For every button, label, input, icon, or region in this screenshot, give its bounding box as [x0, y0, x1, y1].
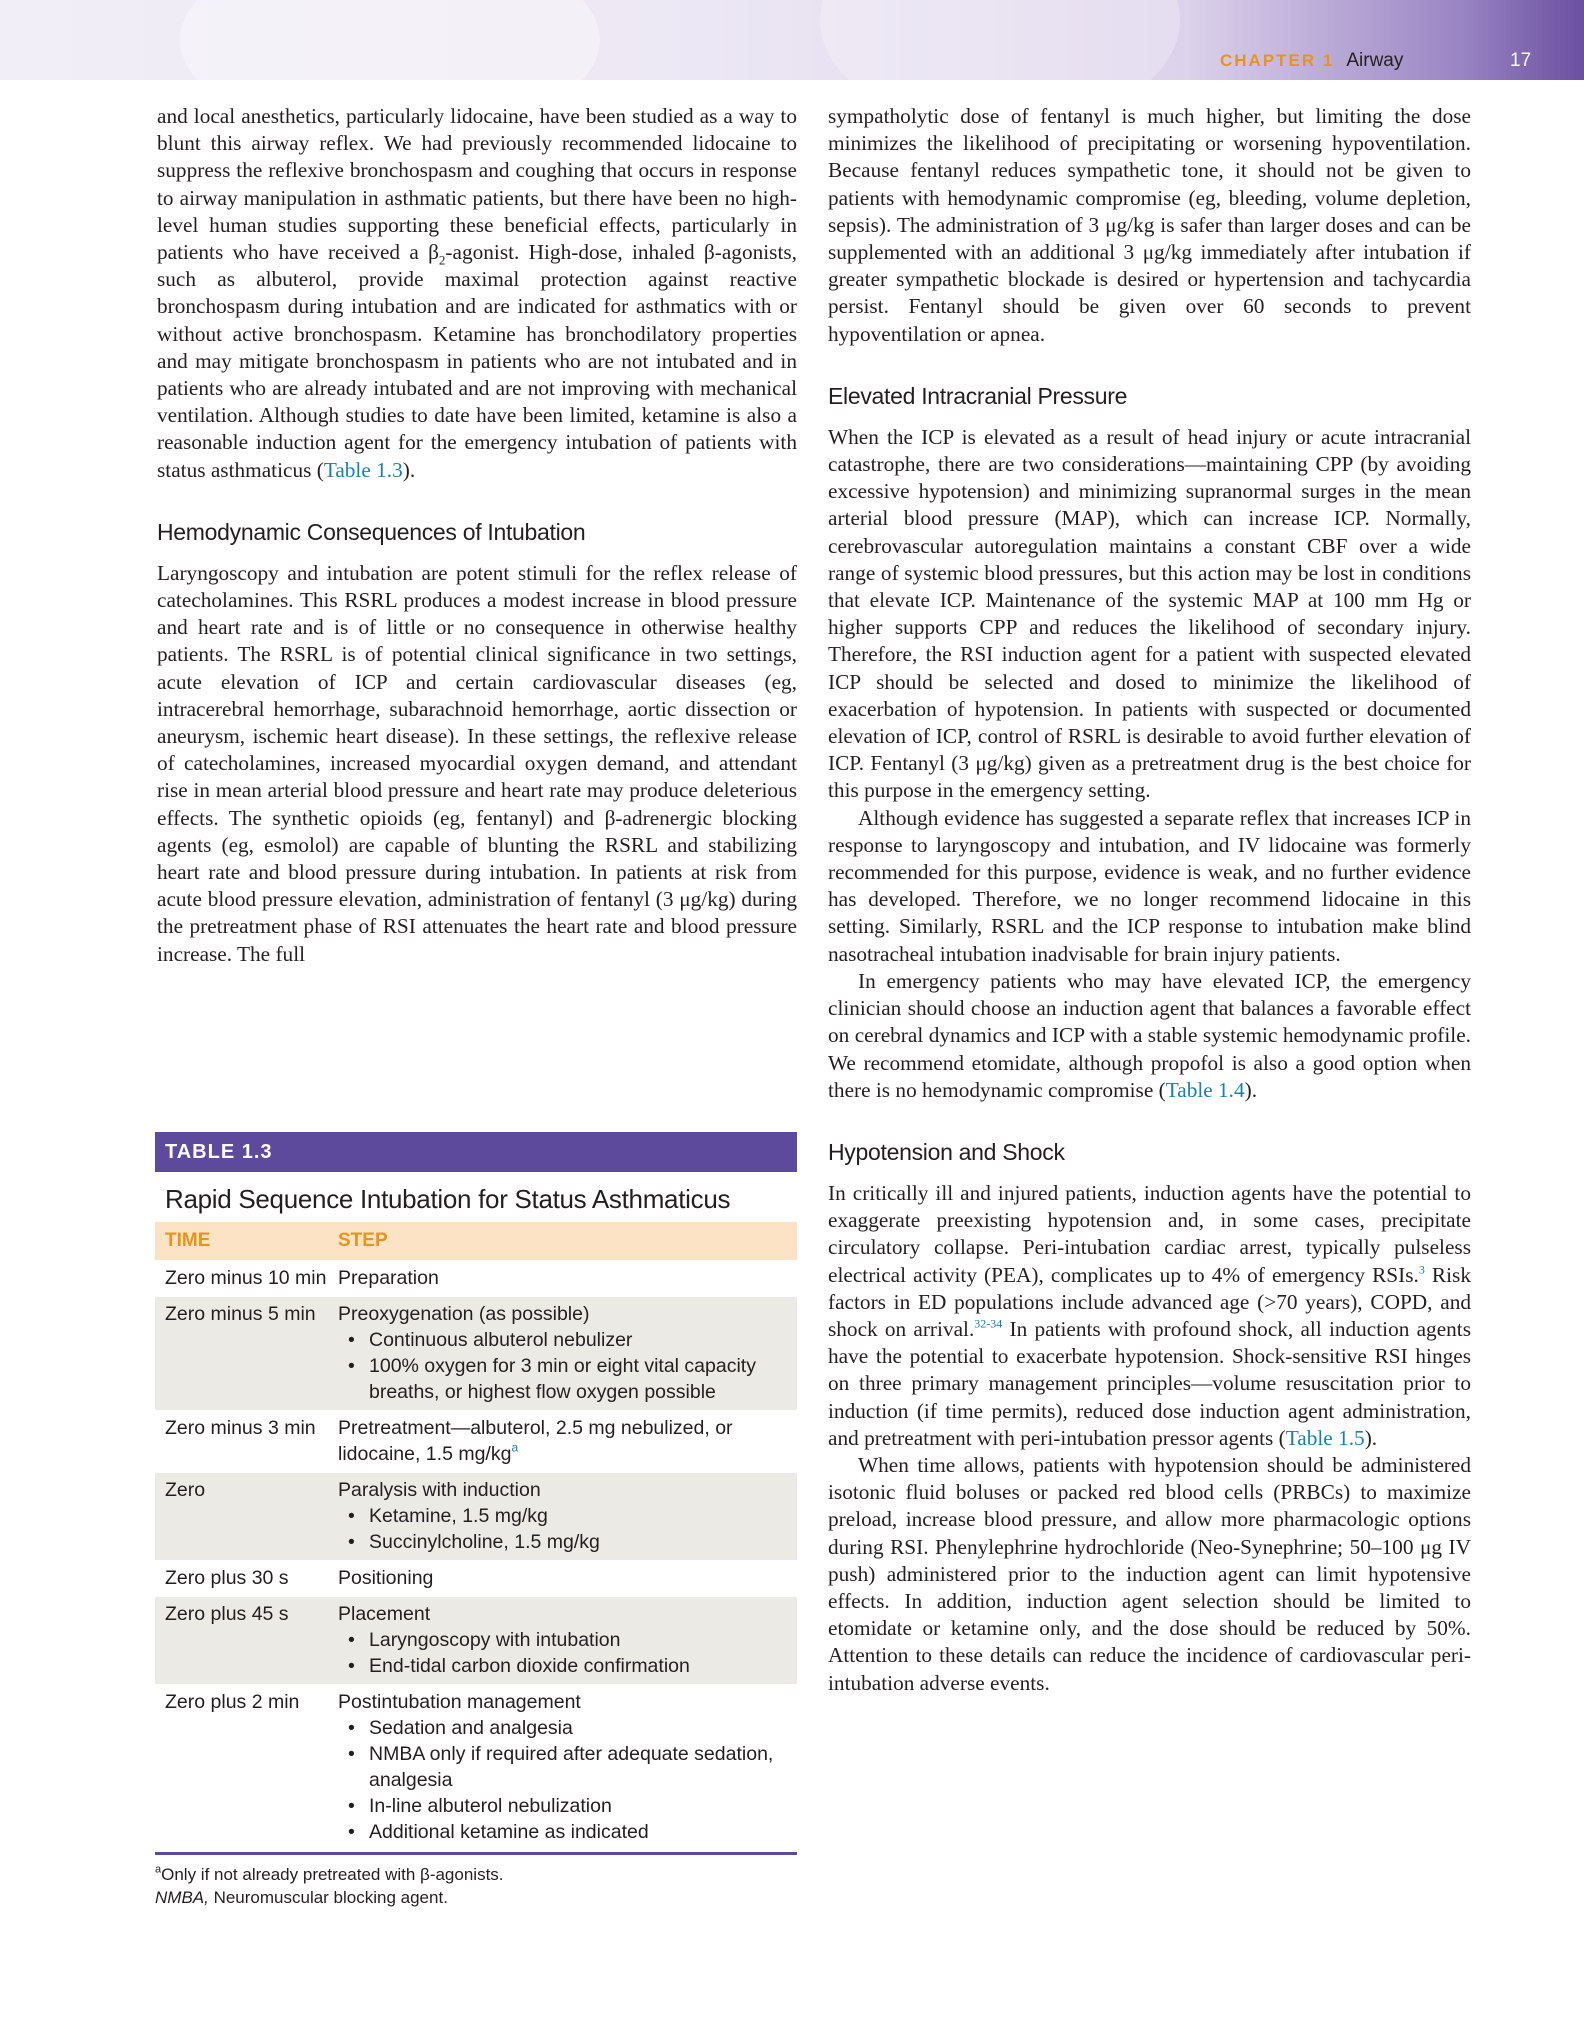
step-bullet: • Succinylcholine, 1.5 mg/kg [338, 1529, 797, 1555]
table-footnotes [155, 1855, 797, 1909]
step-bullet: • Sedation and analgesia [338, 1715, 797, 1741]
step-bullet: • In-line albuterol nebulization [338, 1793, 797, 1819]
step-bullet: • Ketamine, 1.5 mg/kg [338, 1503, 797, 1529]
time-cell: Zero plus 2 min [165, 1691, 300, 1713]
step-bullet: • 100% oxygen for 3 min or eight vital capacity breaths, or highest flow oxygen possible [338, 1353, 797, 1405]
page-number: 17 [1510, 50, 1532, 71]
step-bullet: • Additional ketamine as indicated [338, 1819, 797, 1845]
step-text: Positioning [338, 1567, 434, 1589]
step-bullet: • NMBA only if required after adequate sedation, analgesia [338, 1741, 797, 1793]
step-cell [338, 1689, 797, 1845]
column-header-step: STEP [338, 1230, 388, 1251]
step-text: Placement [338, 1603, 431, 1625]
time-cell: Zero plus 30 s [165, 1567, 289, 1589]
table-link[interactable]: Table 1.5 [1285, 1425, 1365, 1450]
table-row [155, 1596, 797, 1684]
right-column [828, 103, 1471, 1697]
table-title: Rapid Sequence Intubation for Status Asthmaticus [165, 1184, 731, 1214]
paragraph: Although evidence has suggested a separate reflex that increases ICP in response to laryngoscopy and intubation, and IV lidocaine was formerly recommended for this purpose, evidence is weak, and no further evidence has developed. Therefore, we no longer recommend lidocaine in this setting. Similarly, RSRL and the ICP response to intubation make blind nasotracheal intubation inadvisable for brain injury patients. [828, 805, 1471, 966]
table-row [155, 1410, 797, 1472]
table-row [155, 1472, 797, 1560]
step-text: Paralysis with induction [338, 1479, 541, 1501]
table-label: TABLE 1.3 [155, 1132, 797, 1172]
step-cell [338, 1415, 797, 1467]
running-head [1220, 50, 1530, 78]
table-row [155, 1684, 797, 1850]
paragraph: In critically ill and injured patients, induction agents have the potential to exaggerate preexisting hypotension and, in some cases, precipitate circulatory collapse. Peri-intubation cardiac arrest, typically pulseless electrical activity (PEA), complicates up to 4% of emergency RSIs.$^3$ Risk factors in ED populations include advanced age (>70 years), COPD, and shock on arrival.$^{32-34}$ In patients with profound shock, all induction agents have the potential to exacerbate hypotension. Shock-sensitive RSI hinges on three primary management principles—volume resuscitation prior to induction (if time permits), reduced dose induction agent administration, and pretreatment with peri-intubation pressor agents (Table 1.5). [828, 1180, 1471, 1450]
time-cell: Zero minus 5 min [165, 1303, 316, 1325]
paragraph: When time allows, patients with hypotension should be administered isotonic fluid boluses or packed red blood cells (PRBCs) to maximize preload, increase blood pressure, and allow more pharmacologic options during RSI. Phenylephrine hydrochloride (Neo-Synephrine; 50–100 μg IV push) administered prior to the induction agent can limit hypotensive effects. In addition, induction agent selection should be limited to etomidate or ketamine only, and the dose should be reduced by 50%. Attention to these details can reduce the incidence of cardiovascular peri-intubation adverse events. [828, 1452, 1471, 1695]
section-heading-hemodynamic: Hemodynamic Consequences of Intubation [157, 518, 586, 545]
step-bullet-list [338, 1627, 797, 1679]
step-bullet-list [338, 1503, 797, 1555]
table-header-row [155, 1222, 797, 1260]
table-link[interactable]: Table 1.4 [1165, 1077, 1245, 1102]
step-cell [338, 1301, 797, 1405]
table-row [155, 1560, 797, 1596]
paragraph: When the ICP is elevated as a result of head injury or acute intracranial catastrophe, there are two considerations—maintaining CPP (by avoiding excessive hypotension) and minimizing supranormal surges in the mean arterial blood pressure (MAP), which can increase ICP. Normally, cerebrovascular autoregulation maintains a constant CBF over a wide range of systemic blood pressures, but this action may be lost in conditions that elevate ICP. Maintenance of the systemic MAP at 100 mm Hg or higher supports CPP and reduces the likelihood of secondary injury. Therefore, the RSI induction agent for a patient with suspected elevated ICP should be selected and dosed to minimize the likelihood of exacerbation of hypotension. In patients with suspected or documented elevation of ICP, control of RSRL is desirable to avoid further elevation of ICP. Fentanyl (3 μg/kg) given as a pretreatment drug is the best choice for this purpose in the emergency setting. [828, 424, 1471, 803]
step-cell [338, 1477, 797, 1555]
step-text: Preparation [338, 1267, 439, 1289]
footnote-a: $^a$Only if not already pretreated with β-agonists. [155, 1863, 504, 1884]
chapter-label: CHAPTER 1 [1220, 51, 1335, 70]
column-header-time: TIME [165, 1230, 211, 1251]
step-text: Postintubation management [338, 1691, 581, 1713]
step-cell [338, 1265, 797, 1291]
time-cell: Zero [165, 1479, 206, 1501]
section-heading-hypotension: Hypotension and Shock [828, 1138, 1065, 1165]
table-link[interactable]: Table 1.3 [323, 457, 403, 482]
reference-link[interactable]: 3 [1418, 1262, 1425, 1277]
step-cell [338, 1565, 797, 1591]
time-cell: Zero plus 45 s [165, 1603, 289, 1625]
abbreviation-note: NMBA, Neuromuscular blocking agent. [155, 1888, 448, 1907]
step-bullet-list [338, 1715, 797, 1845]
left-column [157, 103, 797, 968]
step-bullet-list [338, 1327, 797, 1405]
step-text: Preoxygenation (as possible) [338, 1303, 590, 1325]
table-row [155, 1260, 797, 1296]
chapter-title: Airway [1346, 50, 1404, 71]
step-bullet: • Continuous albuterol nebulizer [338, 1327, 797, 1353]
paragraph: In emergency patients who may have elevated ICP, the emergency clinician should choose an induction agent that balances a favorable effect on cerebral dynamics and ICP with a stable systemic hemodynamic profile. We recommend etomidate, although propofol is also a good option when there is no hemodynamic compromise (Table 1.4). [828, 968, 1471, 1102]
time-cell: Zero minus 3 min [165, 1417, 316, 1439]
time-cell: Zero minus 10 min [165, 1267, 327, 1289]
paragraph: sympatholytic dose of fentanyl is much higher, but limiting the dose minimizes the likelihood of precipitating or worsening hypoventilation. Because fentanyl reduces sympathetic tone, it should not be given to patients with hemodynamic compromise (eg, bleeding, volume depletion, sepsis). The administration of 3 μg/kg is safer than larger doses and can be supplemented with an additional 3 μg/kg immediately after intubation if greater sympathetic blockade is desired or hypertension and tachycardia persist. Fentanyl should be given over 60 seconds to prevent hypoventilation or apnea. [828, 104, 1471, 346]
table-row [155, 1296, 797, 1410]
reference-link[interactable]: 32-34 [974, 1316, 1003, 1331]
step-text: Pretreatment—albuterol, 2.5 mg nebulized, or lidocaine, 1.5 mg/kg$^a$ [338, 1417, 733, 1465]
step-bullet: • End-tidal carbon dioxide confirmation [338, 1653, 797, 1679]
section-heading-icp: Elevated Intracranial Pressure [828, 382, 1128, 409]
step-cell [338, 1601, 797, 1679]
paragraph: Laryngoscopy and intubation are potent stimuli for the reflex release of catecholamines. This RSRL produces a modest increase in blood pressure and heart rate and is of little or no consequence in otherwise healthy patients. The RSRL is of potential clinical significance in two settings, acute elevation of ICP and certain cardiovascular diseases (eg, intracerebral hemorrhage, subarachnoid hemorrhage, aortic dissection or aneurysm, ischemic heart disease). In these settings, the reflexive release of catecholamines, increased myocardial oxygen demand, and attendant rise in mean arterial blood pressure and heart rate may produce deleterious effects. The synthetic opioids (eg, fentanyl) and β-adrenergic blocking agents (eg, esmolol) are capable of blunting the RSRL and stabilizing heart rate and blood pressure during intubation. In patients at risk from acute blood pressure elevation, administration of fentanyl (3 μg/kg) during the pretreatment phase of RSI attenuates the heart rate and blood pressure increase. The full [157, 560, 797, 966]
paragraph: and local anesthetics, particularly lidocaine, have been studied as a way to blunt this airway reflex. We had previously recommended lidocaine to suppress the reflexive bronchospasm and coughing that occurs in response to airway manipulation in asthmatic patients, but there have been no high-level human studies supporting these beneficial effects, particularly in patients who have received a $\beta_2$-agonist. High-dose, inhaled β-agonists, such as albuterol, provide maximal protection against reactive bronchospasm during intubation and are indicated for asthmatics with or without active bronchospasm. Ketamine has bronchodilatory properties and may mitigate bronchospasm in patients who are not intubated and in patients who are already intubated and are not improving with mechanical ventilation. Although studies to date have been limited, ketamine is also a reasonable induction agent for the emergency intubation of patients with status asthmaticus (Table 1.3). [157, 104, 797, 482]
table-1-3 [155, 1132, 797, 1909]
table-body [155, 1260, 797, 1850]
step-bullet: • Laryngoscopy with intubation [338, 1627, 797, 1653]
